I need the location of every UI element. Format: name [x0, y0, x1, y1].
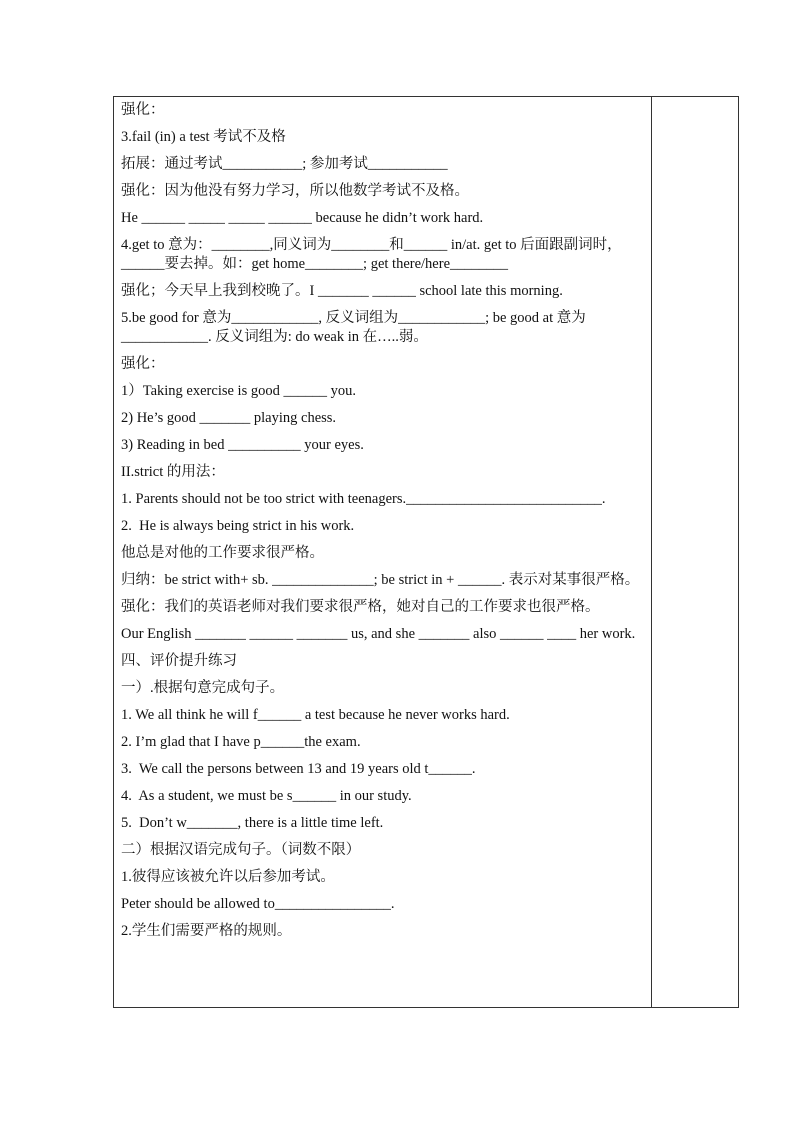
text-line: 强化；今天早上我到校晚了。I _______ ______ school late this morning.: [121, 283, 563, 299]
text-line: 强化：因为他没有努力学习，所以他数学考试不及格。: [121, 183, 469, 199]
text-line: 5. Don’t w_______, there is a little time left.: [121, 815, 384, 831]
text-line: 4.get to 意为：________,同义词为________和______ in/at. get to 后面跟副词时，______要去掉。如：get home________; get there/here________: [121, 237, 622, 272]
text-line: 1. We all think he will f______ a test because he never works hard.: [121, 707, 510, 723]
worksheet-content: [121, 101, 645, 949]
text-line: He ______ _____ _____ ______ because he didn’t work hard.: [121, 210, 484, 226]
text-line: 3.fail (in) a test 考试不及格: [121, 129, 286, 145]
text-line: 3) Reading in bed __________ your eyes.: [121, 437, 364, 453]
text-line: 2. He is always being strict in his work.: [121, 518, 355, 534]
column-divider: [651, 97, 652, 1007]
text-line: 2) He’s good _______ playing chess.: [121, 410, 337, 426]
text-line: Peter should be allowed to________________.: [121, 896, 395, 912]
text-line: 5.be good for 意为____________, 反义词组为____________; be good at 意为____________. 反义词组为: do weak in 在…..弱。: [121, 310, 586, 345]
text-line: 归纳：be strict with+ sb. ______________; be strict in + ______. 表示对某事很严格。: [121, 572, 640, 588]
text-line: 1. Parents should not be too strict with teenagers.___________________________.: [121, 491, 606, 507]
text-line: 4. As a student, we must be s______ in our study.: [121, 788, 412, 804]
text-line: 2.学生们需要严格的规则。: [121, 923, 292, 939]
text-line: 一）.根据句意完成句子。: [121, 680, 285, 696]
text-line: 1.彼得应该被允许以后参加考试。: [121, 869, 335, 885]
text-line: 3. We call the persons between 13 and 19 years old t______.: [121, 761, 476, 777]
text-line: 1）Taking exercise is good ______ you.: [121, 383, 356, 399]
text-line: Our English _______ ______ _______ us, and she _______ also ______ ____ her work.: [121, 626, 636, 642]
text-line: 他总是对他的工作要求很严格。: [121, 545, 324, 561]
text-line: 强化：我们的英语老师对我们要求很严格，她对自己的工作要求也很严格。: [121, 599, 600, 615]
text-line: 二）根据汉语完成句子。（词数不限）: [121, 842, 361, 858]
text-line: 拓展：通过考试___________; 参加考试___________: [121, 156, 448, 172]
text-line: 2. I’m glad that I have p______the exam.: [121, 734, 361, 750]
text-line: 强化：: [121, 102, 165, 118]
text-line: 强化：: [121, 356, 165, 372]
worksheet-table: [113, 96, 739, 1008]
text-line: 四、评价提升练习: [121, 653, 237, 669]
text-line: II.strict 的用法：: [121, 464, 225, 480]
